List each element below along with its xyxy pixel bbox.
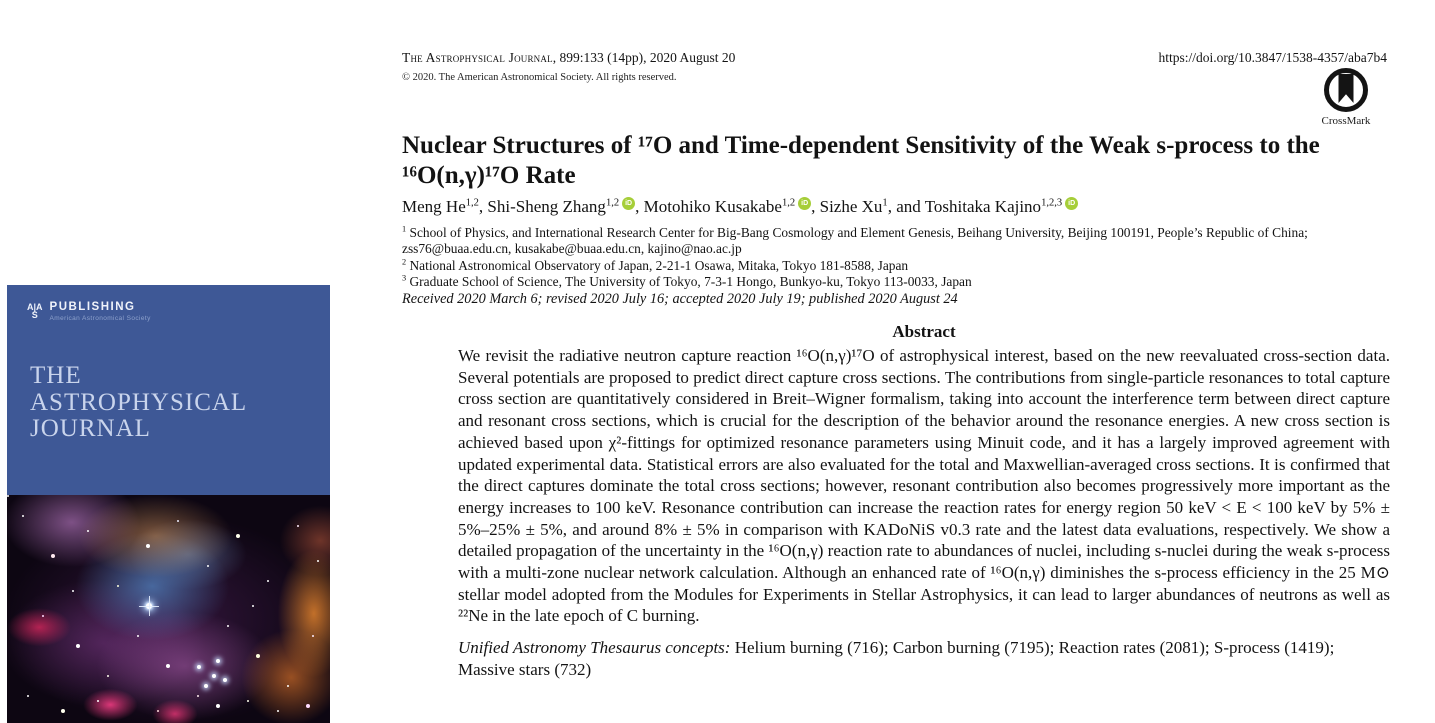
thesaurus-concepts: Unified Astronomy Thesaurus concepts: Helium burning (716); Carbon burning (7195); Reaction rates (2081); S-process (1419); Massive stars (732) <box>458 638 1335 679</box>
star <box>204 684 208 688</box>
doi-link[interactable]: https://doi.org/10.3847/1538-4357/aba7b4 <box>1158 50 1387 65</box>
orcid-icon[interactable]: iD <box>1065 197 1078 210</box>
article-title: Nuclear Structures of ¹⁷O and Time-dependent Sensitivity of the Weak s-process to the ¹⁶O(n,γ)¹⁷O Rate <box>402 132 1320 189</box>
article-page <box>402 0 1390 723</box>
crossmark-icon <box>1324 68 1368 112</box>
bookmark-icon <box>1339 74 1354 103</box>
aas-publishing-brand <box>27 301 151 322</box>
article-history: Received 2020 March 6; revised 2020 July 16; accepted 2020 July 19; published 2020 August 24 <box>402 291 958 307</box>
author: Toshitaka Kajino$^{1,2,3}$ iD <box>925 197 1078 216</box>
abstract-text: We revisit the radiative neutron capture reaction ¹⁶O(n,γ)¹⁷O of astrophysical interest, based on the new reevaluated cross-section data. Several potentials are proposed to predict direct capture cross sections. The contributions from single-particle resonances to total capture cross section are quantitatively considered in Breit–Wigner formalism, taking into account the interference term between direct capture and resonant cross sections, which is crucial for the description of the behavior around the resonance energies. A new cross section is achieved based upon χ²-fittings for optimized resonance parameters using Minuit code, and it has a largely improved agreement with updated experimental data. Statistical errors are also evaluated for the total and Maxwellian-averaged cross sections. It is confirmed that the direct captures dominate the total cross sections; however, resonant contribution also becomes progressively more important as the energy increases to 100 keV. Resonance contribution can increase the reaction rates for energy region 50 keV < E < 100 keV by 5% ± 5%–25% ± 5%, and around 8% ± 5% in comparison with KADoNiS v0.3 rate and the latest data evaluations, respectively. We show a detailed propagation of the uncertainty in the ¹⁶O(n,γ) reaction rate to abundances of nuclei, including s-nuclei during the weak s-process with a multi-zone nuclear network calculation. Although an enhanced rate of ¹⁶O(n,γ) diminishes the s-process efficiency in the 25 M⊙ stellar model adopted from the Modules for Experiments in Stellar Astrophysics, it can lead to larger abundances of neutrons as well as ²²Ne in the late epoch of C burning. <box>458 346 1390 626</box>
abstract-section <box>458 322 1390 681</box>
publisher-subtitle: American Astronomical Society <box>49 315 151 322</box>
bright-star <box>146 603 152 609</box>
affiliation: $^2$ National Astronomical Observatory of Japan, 2-21-1 Osawa, Mitaka, Tokyo 181-8588, Japan <box>402 257 909 273</box>
orcid-icon[interactable]: iD <box>798 197 811 210</box>
aas-logo-icon: A|A S <box>27 302 43 320</box>
nebula-cover-image <box>7 495 330 723</box>
journal-citation: The Astrophysical Journal, 899:133 (14pp), 2020 August 20 <box>402 50 736 65</box>
orcid-icon[interactable]: iD <box>622 197 635 210</box>
star <box>197 665 201 669</box>
author: Meng He$^{1,2}$ <box>402 197 479 216</box>
abstract-heading: Abstract <box>892 322 956 341</box>
author-list: Meng He$^{1,2}$, Shi-Sheng Zhang$^{1,2}$ iD , Motohiko Kusakabe$^{1,2}$ iD , Sizhe Xu$^1$, and Toshitaka Kajino$^{1,2,3}$ iD <box>402 197 1370 217</box>
author: Sizhe Xu$^1$ <box>819 197 888 216</box>
affiliation-list <box>402 225 1370 291</box>
crossmark-label: CrossMark <box>1321 115 1371 127</box>
copyright-line: © 2020. The American Astronomical Society. All rights reserved. <box>402 72 677 83</box>
author: Motohiko Kusakabe$^{1,2}$ iD <box>644 197 812 216</box>
star-field <box>7 495 9 497</box>
affiliation: $^3$ Graduate School of Science, The University of Tokyo, 7-3-1 Hongo, Bunkyo-ku, Tokyo 113-0033, Japan <box>402 273 972 290</box>
star <box>216 659 220 663</box>
journal-cover <box>7 285 330 723</box>
cover-journal-title: THE ASTROPHYSICAL JOURNAL <box>30 362 248 442</box>
crossmark-badge[interactable] <box>1310 68 1382 127</box>
affiliation: $^1$ School of Physics, and International Research Center for Big-Bang Cosmology and Element Genesis, Beihang University, Beijing 100191, People’s Republic of China; zss76@buaa.edu.cn, kusakabe@buaa.edu.cn, kajino@nao.ac.jp <box>402 224 1308 257</box>
star <box>223 678 227 682</box>
author: Shi-Sheng Zhang$^{1,2}$ iD <box>487 197 635 216</box>
publisher-name: PUBLISHING <box>49 301 136 313</box>
star <box>212 674 216 678</box>
